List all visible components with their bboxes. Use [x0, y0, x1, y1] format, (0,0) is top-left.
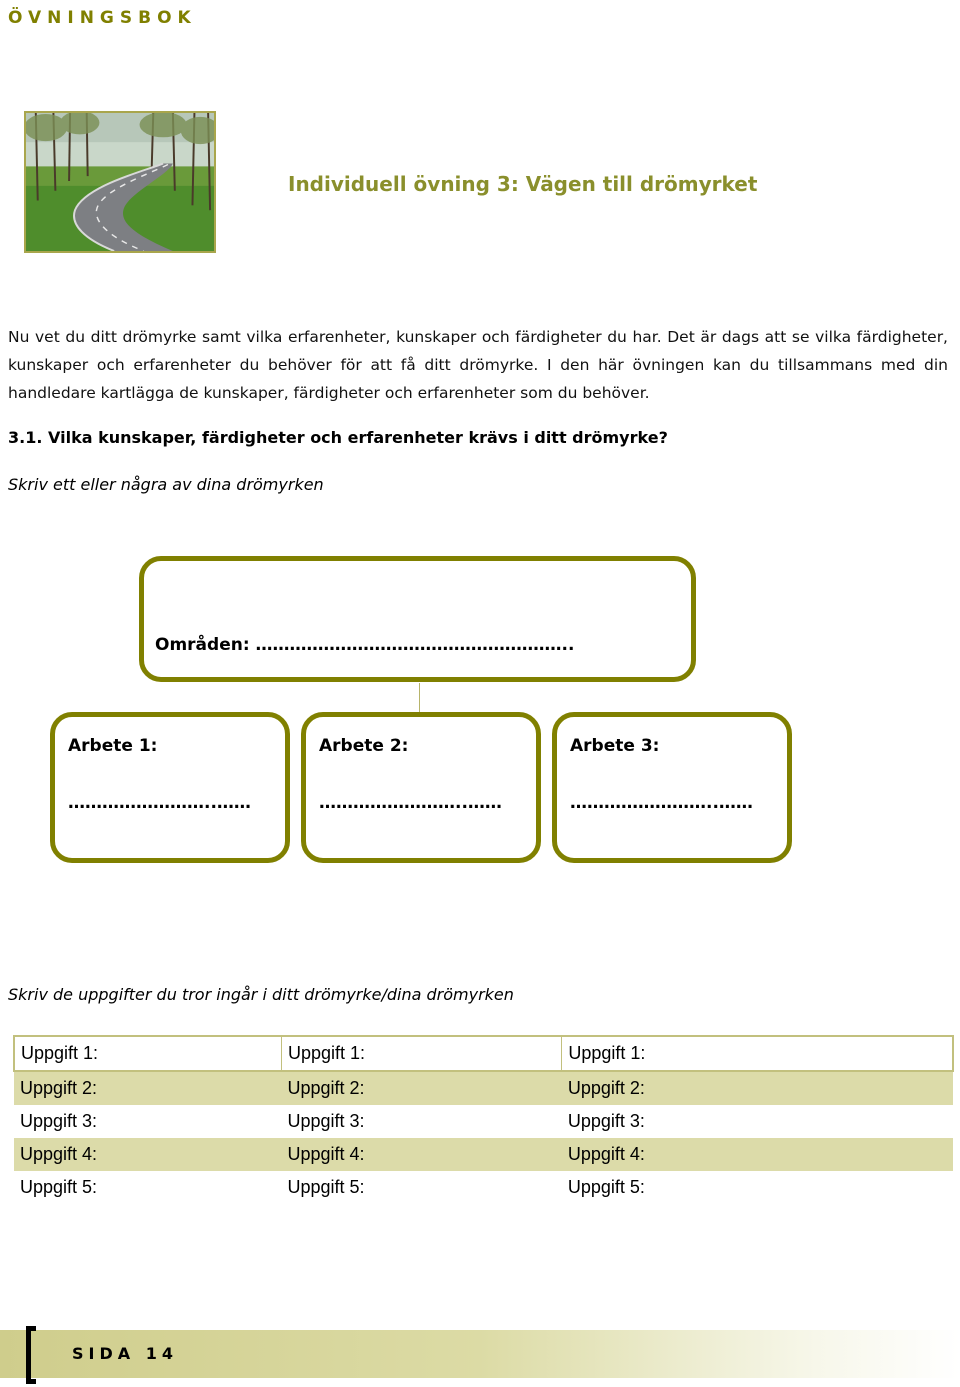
table-cell[interactable]: Uppgift 1: [562, 1036, 953, 1071]
table-row [14, 1036, 953, 1071]
table-cell[interactable]: Uppgift 5: [562, 1171, 953, 1204]
diagram-connector [419, 683, 420, 715]
header-label: ÖVNINGSBOK [8, 8, 197, 28]
table-cell[interactable]: Uppgift 1: [14, 1036, 281, 1071]
table-cell[interactable]: Uppgift 3: [14, 1105, 281, 1138]
instruction-dream-jobs: Skriv ett eller några av dina drömyrken [8, 475, 324, 494]
table-cell[interactable]: Uppgift 3: [562, 1105, 953, 1138]
table-cell[interactable]: Uppgift 4: [281, 1138, 561, 1171]
instruction-tasks: Skriv de uppgifter du tror ingår i ditt drömyrke/dina drömyrken [8, 985, 514, 1004]
road-photo [24, 111, 216, 253]
job-3-dots: ……………………..…… [570, 793, 753, 813]
job-1-dots: ……………………..…… [68, 793, 251, 813]
table-cell[interactable]: Uppgift 2: [14, 1071, 281, 1105]
table-row [14, 1105, 953, 1138]
question-heading: 3.1. Vilka kunskaper, färdigheter och erfarenheter krävs i ditt drömyrke? [8, 428, 668, 447]
job-box-3[interactable] [552, 712, 792, 863]
footer-bracket [26, 1326, 36, 1384]
table-cell[interactable]: Uppgift 2: [281, 1071, 561, 1105]
table-cell[interactable]: Uppgift 1: [281, 1036, 561, 1071]
areas-label: Områden: ……………………………………………….. [155, 635, 575, 655]
page-title: Individuell övning 3: Vägen till drömyrket [288, 172, 758, 196]
table-cell[interactable]: Uppgift 5: [14, 1171, 281, 1204]
job-3-label: Arbete 3: [570, 736, 660, 756]
table-row [14, 1071, 953, 1105]
table-cell[interactable]: Uppgift 3: [281, 1105, 561, 1138]
job-2-dots: ……………………..…… [319, 793, 502, 813]
job-1-label: Arbete 1: [68, 736, 158, 756]
road-image [26, 113, 214, 251]
job-2-label: Arbete 2: [319, 736, 409, 756]
job-box-1[interactable] [50, 712, 290, 863]
table-row [14, 1138, 953, 1171]
table-row [14, 1171, 953, 1204]
areas-box[interactable] [139, 556, 696, 682]
table-cell[interactable]: Uppgift 5: [281, 1171, 561, 1204]
tasks-table [13, 1035, 954, 1204]
table-cell[interactable]: Uppgift 2: [562, 1071, 953, 1105]
job-box-2[interactable] [301, 712, 541, 863]
table-cell[interactable]: Uppgift 4: [562, 1138, 953, 1171]
page-number: SIDA 14 [72, 1344, 178, 1363]
intro-paragraph: Nu vet du ditt drömyrke samt vilka erfarenheter, kunskaper och färdigheter du har. Det är dags att se vilka färdigheter, kunskaper och erfarenheter du behöver för att få ditt drömyrke. I den här övningen kan du tillsammans med din handledare kartlägga de kunskaper, färdigheter och erfarenheter som du behöver. [8, 328, 948, 402]
table-cell[interactable]: Uppgift 4: [14, 1138, 281, 1171]
